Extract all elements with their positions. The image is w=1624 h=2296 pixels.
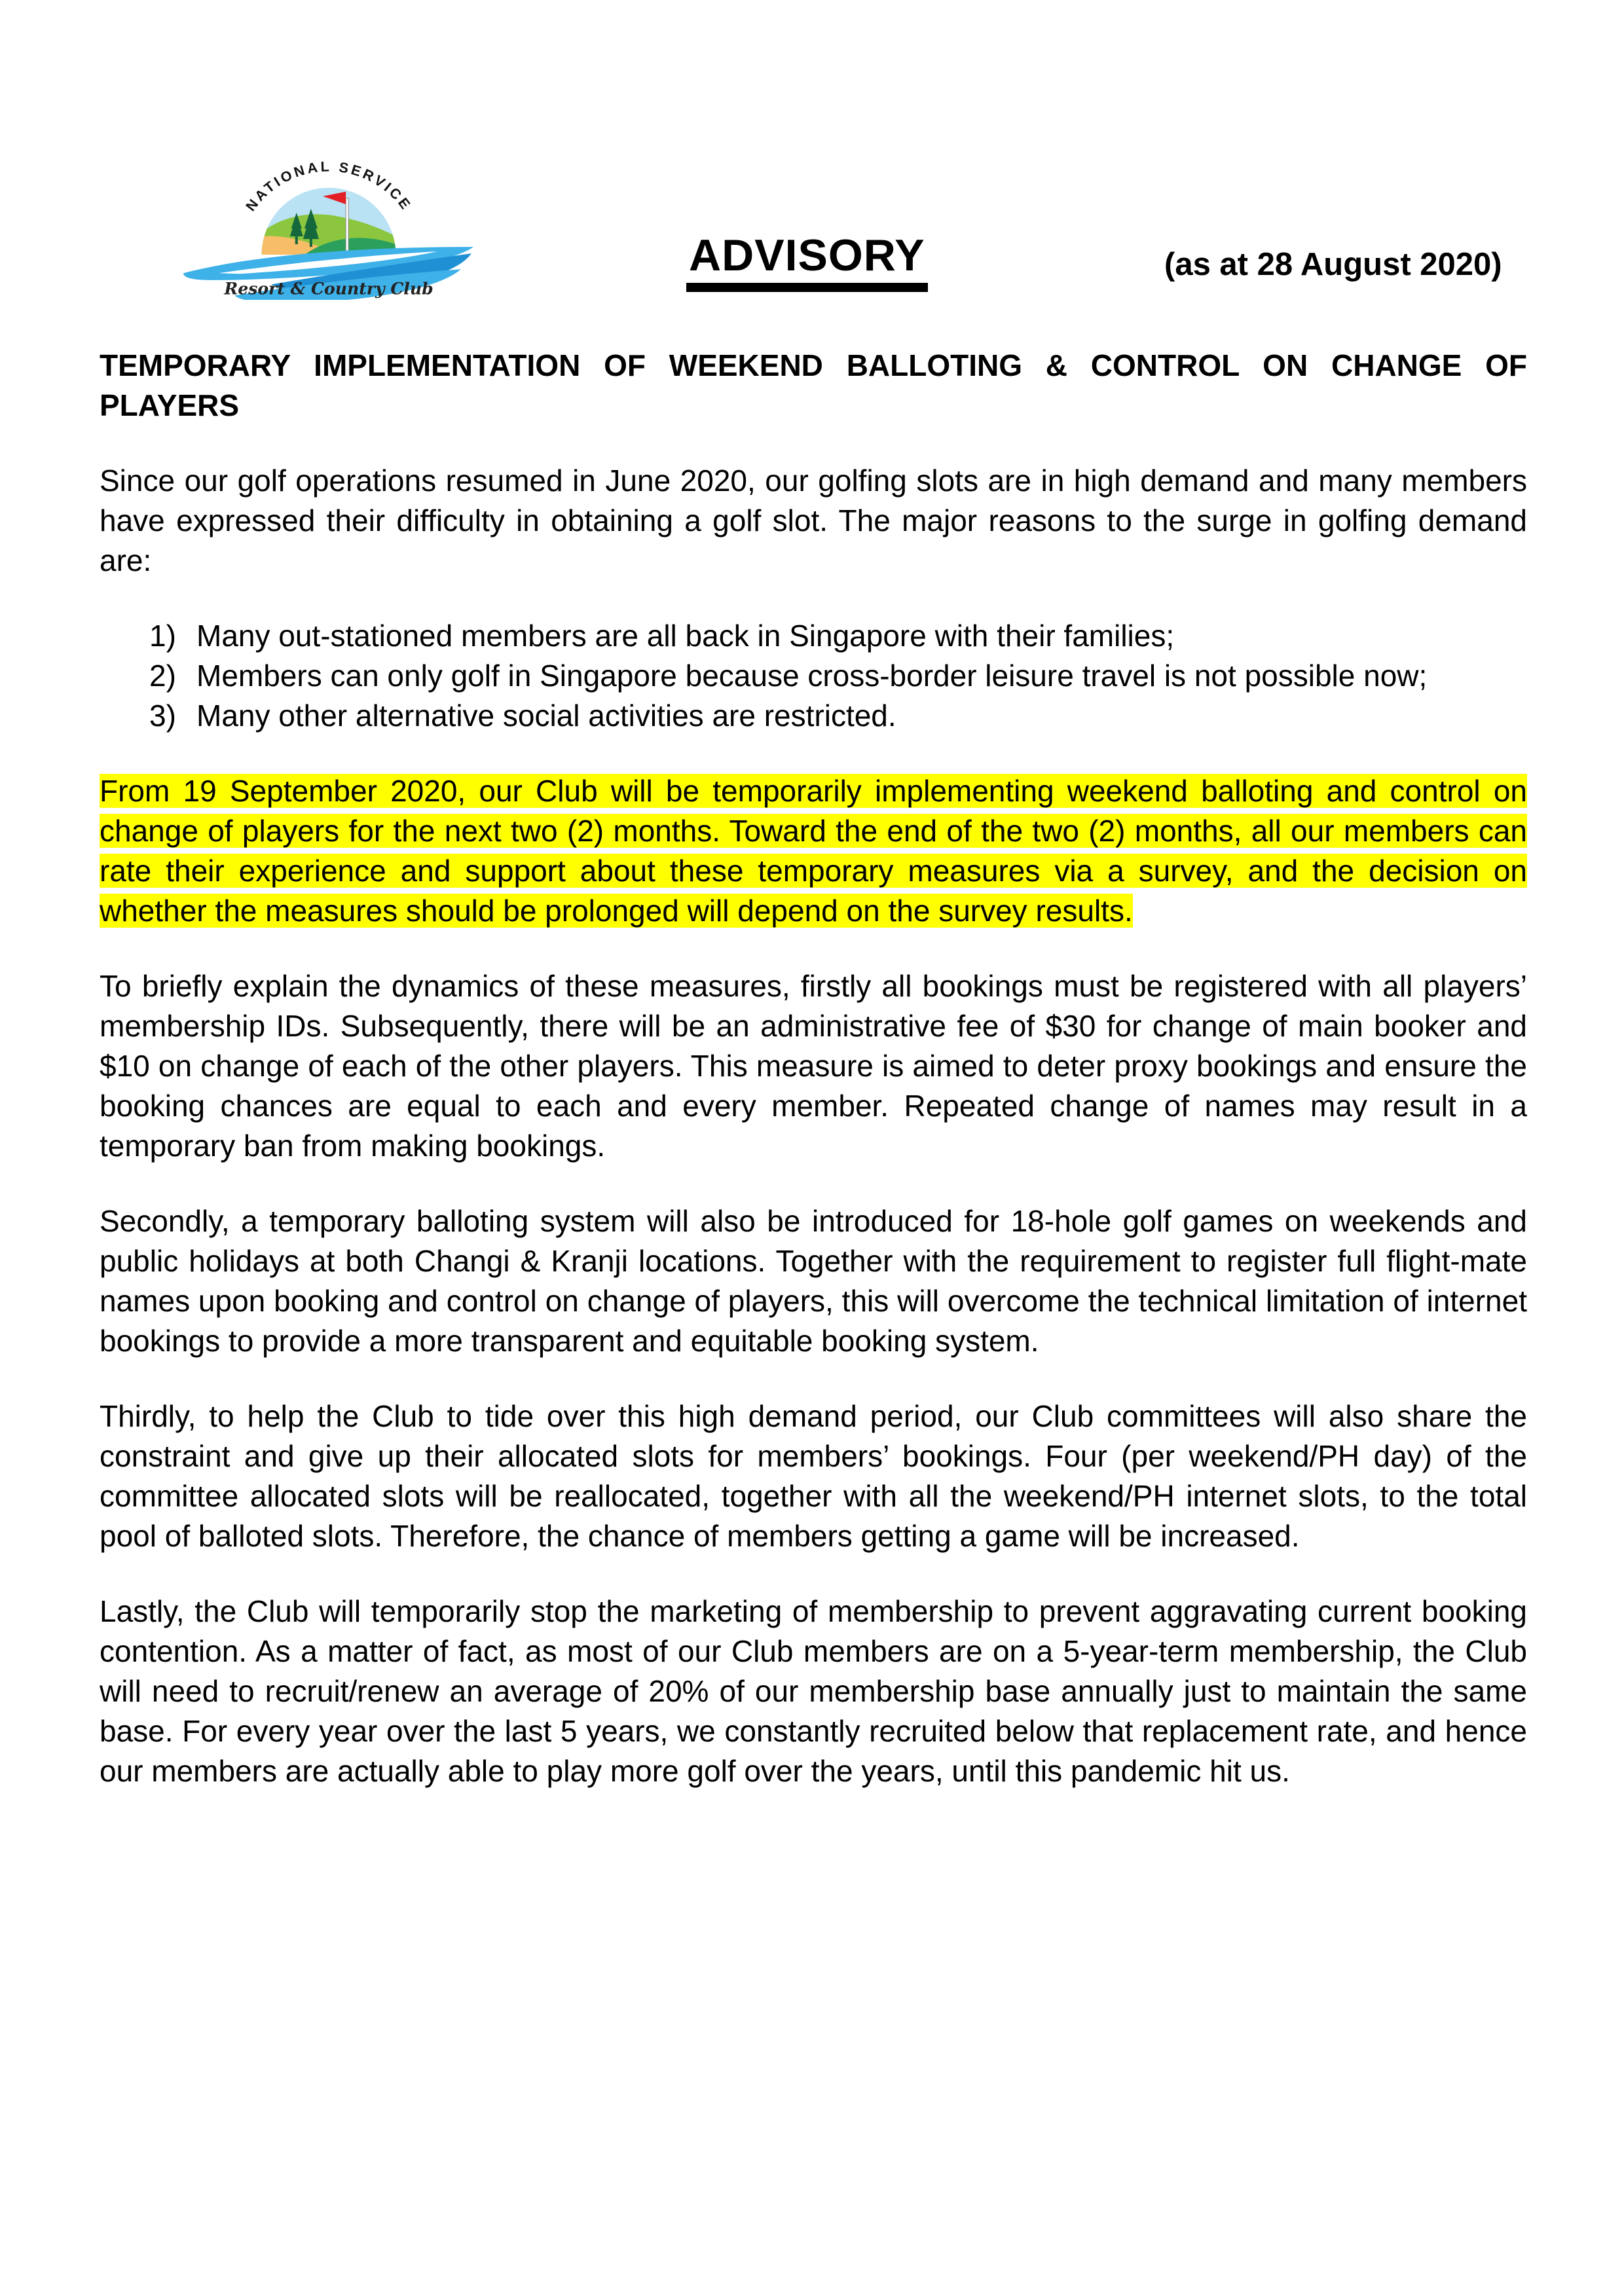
logo-flag-pole [346, 198, 348, 251]
logo-dome [262, 187, 396, 256]
list-item-number: 2) [149, 659, 176, 693]
list-item [100, 616, 1527, 656]
list-item-text: Many other alternative social activities are restricted. [196, 699, 896, 733]
list-item-text: Members can only golf in Singapore because cross-border leisure travel is not possible now; [196, 659, 1428, 693]
paragraph-secondly: Secondly, a temporary balloting system will also be introduced for 18-hole golf games on weekends and public holidays at both Changi & Kranji locations. Together with the requirement to register full flight-mate names upon booking and control on change of players, this will overcome the technical limitation of internet bookings to provide a more transparent and equitable booking system. [100, 1204, 1527, 1358]
club-logo [174, 155, 483, 300]
paragraph-highlighted [100, 771, 1527, 931]
list-item [100, 656, 1527, 696]
list-item-number: 3) [149, 699, 176, 733]
advisory-title: ADVISORY [686, 233, 928, 292]
document-heading-line2: PLAYERS [100, 388, 240, 422]
list-item-text: Many out-stationed members are all back in Singapore with their families; [196, 619, 1175, 653]
logo-script-text: Resort & Country Club [224, 278, 434, 299]
advisory-date: (as at 28 August 2020) [1164, 247, 1502, 282]
paragraph-dynamics: To briefly explain the dynamics of these measures, firstly all bookings must be registered with all players’ membership IDs. Subsequently, there will be an administrative fee of $30 for change of main booker and $10 on change of each of the other players. This measure is aimed to deter proxy bookings and ensure the booking chances are equal to each and every member. Repeated change of names may result in a temporary ban from making bookings. [100, 969, 1527, 1163]
list-item [100, 696, 1527, 736]
document-body [100, 346, 1527, 1791]
list-item-number: 1) [149, 619, 176, 653]
logo-arc-text: NATIONAL SERVICE [242, 158, 416, 214]
paragraph-intro: Since our golf operations resumed in June 2020, our golfing slots are in high demand and many members have expressed their difficulty in obtaining a golf slot. The major reasons to the surge in golfing demand are: [100, 464, 1527, 577]
highlight-text: From 19 September 2020, our Club will be temporarily implementing weekend balloting and control on change of players for the next two (2) months. Toward the end of the two (2) months, all our members can rate their experience and support about these temporary measures via a survey, and the decision on whether the measures should be prolonged will depend on the survey results. [100, 774, 1527, 928]
paragraph-lastly: Lastly, the Club will temporarily stop the marketing of membership to prevent aggravating current booking contention. As a matter of fact, as most of our Club members are on a 5-year-term membership, the Club will need to recruit/renew an average of 20% of our membership base annually just to maintain the same base. For every year over the last 5 years, we constantly recruited below that replacement rate, and hence our members are actually able to play more golf over the years, until this pandemic hit us. [100, 1594, 1527, 1788]
reason-list [100, 616, 1527, 736]
paragraph-thirdly: Thirdly, to help the Club to tide over this high demand period, our Club committees will also share the constraint and give up their allocated slots for members’ bookings. Four (per weekend/PH day) of the committee allocated slots will be reallocated, together with all the weekend/PH internet slots, to the total pool of balloted slots. Therefore, the chance of members getting a game will be increased. [100, 1399, 1527, 1553]
document-heading [100, 346, 1527, 426]
document-heading-line1: TEMPORARY IMPLEMENTATION OF WEEKEND BALLOTING & CONTROL ON CHANGE OF [100, 348, 1527, 382]
